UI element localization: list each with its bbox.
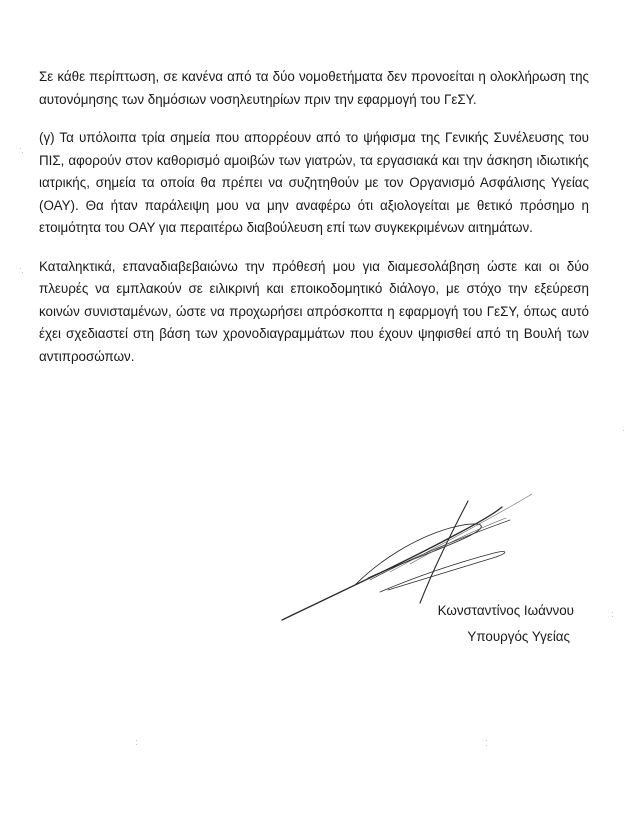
scan-speck <box>612 612 613 613</box>
scan-speck <box>20 148 21 149</box>
scan-speck <box>486 745 487 746</box>
scan-speck <box>612 616 613 617</box>
paragraph-conclusion: Καταληκτικά, επαναδιαβεβαιώνω την πρόθεσή μου για διαμεσολάβηση ώστε και οι δύο πλευρές να εμπλακούν σε ειλικρινή και εποικοδομητικό διάλογο, με στόχο την εξεύρεση κοινών συνισταμένων, ώστε να προχωρήσει απρόσκοπτα η εφαρμογή του ΓεΣΥ, όπως αυτό έχει σχεδιαστεί στη βάση των χρονοδιαγραμμάτων που έχουν ψηφισθεί από τη Βουλή των αντιπροσώπων. <box>39 258 589 364</box>
scan-speck <box>20 268 21 269</box>
paragraph-nursing-autonomy: Σε κάθε περίπτωση, σε κανένα από τα δύο νομοθετήματα δεν προνοείται η ολοκλήρωση της αυτονόμησης των δημόσιων νοσηλευτηρίων πριν την εφαρμογή του ΓεΣΥ. <box>39 69 589 107</box>
scan-speck <box>22 152 23 153</box>
paragraph-remaining-points: (γ) Τα υπόλοιπα τρία σημεία που απορρέουν από το ψήφισμα της Γενικής Συνέλευσης του ΠΙΣ, αφορούν στον καθορισμό αμοιβών των γιατρών, τα εργασιακά και την άσκηση ιδιωτικής ιατρικής, σημεία τα οποία θα πρέπει να συζητηθούν με τον Οργανισμό Ασφάλισης Υγείας (ΟΑΥ). Θα ήταν παράλειψη μου να μην αναφέρω ότι αξιολογείται με θετικό πρόσημο η ετοιμότητα του ΟΑΥ για περαιτέρω διαβούλευση επί των συγκεκριμένων αιτημάτων. <box>39 130 589 235</box>
scan-speck <box>623 430 624 431</box>
scan-speck <box>22 272 23 273</box>
signatory-role: Υπουργός Υγείας <box>467 629 570 644</box>
signatory-name: Κωνσταντίνος Ιωάννου <box>437 603 574 618</box>
scan-speck <box>136 744 137 745</box>
scan-speck <box>486 740 487 741</box>
scan-speck <box>136 740 137 741</box>
signatory-block <box>438 598 574 650</box>
letter-body <box>39 66 589 384</box>
